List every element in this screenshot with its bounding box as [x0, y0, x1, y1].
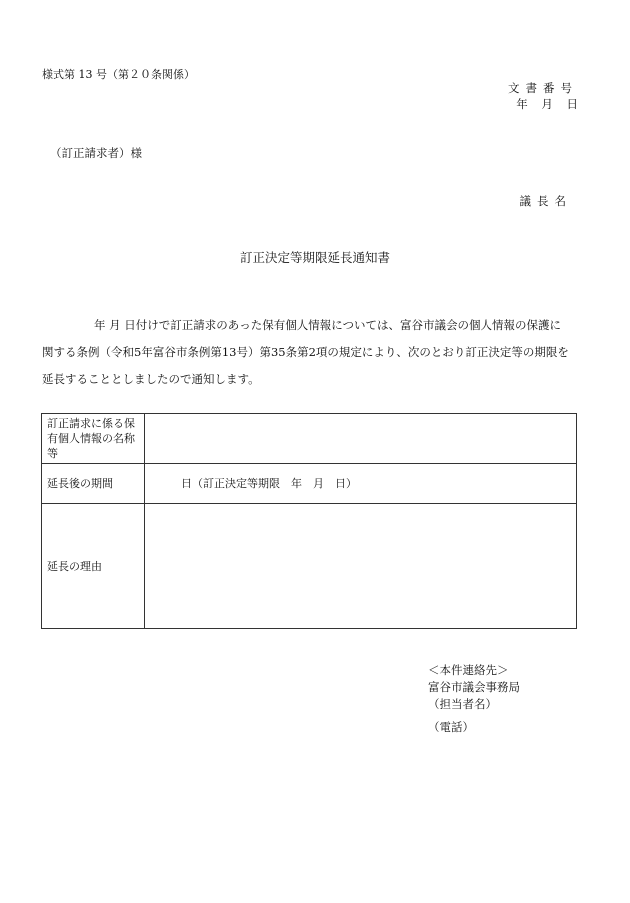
row-label: 訂正請求に係る保有個人情報の名称等: [42, 414, 145, 464]
table-row: [42, 504, 577, 629]
row-label: 延長の理由: [42, 504, 145, 629]
form-number: 様式第 13 号（第２０条関係）: [42, 68, 195, 81]
sender-name: 議長名: [519, 194, 572, 208]
document-date: 年 月 日: [516, 97, 578, 111]
contact-phone: （電話）: [428, 720, 474, 734]
table-row: [42, 464, 577, 504]
table-row: [42, 414, 577, 464]
body-line: 関する条例（令和5年富谷市条例第13号）第35条第2項の規定により、次のとおり訂正決定等の期限を: [42, 345, 569, 359]
document-number: 文書番号: [508, 81, 578, 95]
contact-heading: ＜本件連絡先＞: [428, 663, 509, 677]
row-value[interactable]: 日（訂正決定等期限 年 月 日）: [145, 464, 577, 504]
row-value[interactable]: [145, 504, 577, 629]
body-line: 年 月 日付けで訂正請求のあった保有個人情報については、富谷市議会の個人情報の保護に: [94, 318, 561, 332]
contact-office: 富谷市議会事務局: [428, 680, 520, 694]
row-label: 延長後の期間: [42, 464, 145, 504]
row-value[interactable]: [145, 414, 577, 464]
body-line: 延長することとしましたので通知します。: [42, 372, 260, 386]
details-table: [41, 413, 577, 629]
notice-body: [42, 312, 582, 393]
recipient-name: （訂正請求者）様: [50, 146, 142, 160]
document-title: 訂正決定等期限延長通知書: [239, 250, 390, 265]
contact-block: [428, 662, 520, 736]
contact-person: （担当者名）: [428, 697, 497, 711]
